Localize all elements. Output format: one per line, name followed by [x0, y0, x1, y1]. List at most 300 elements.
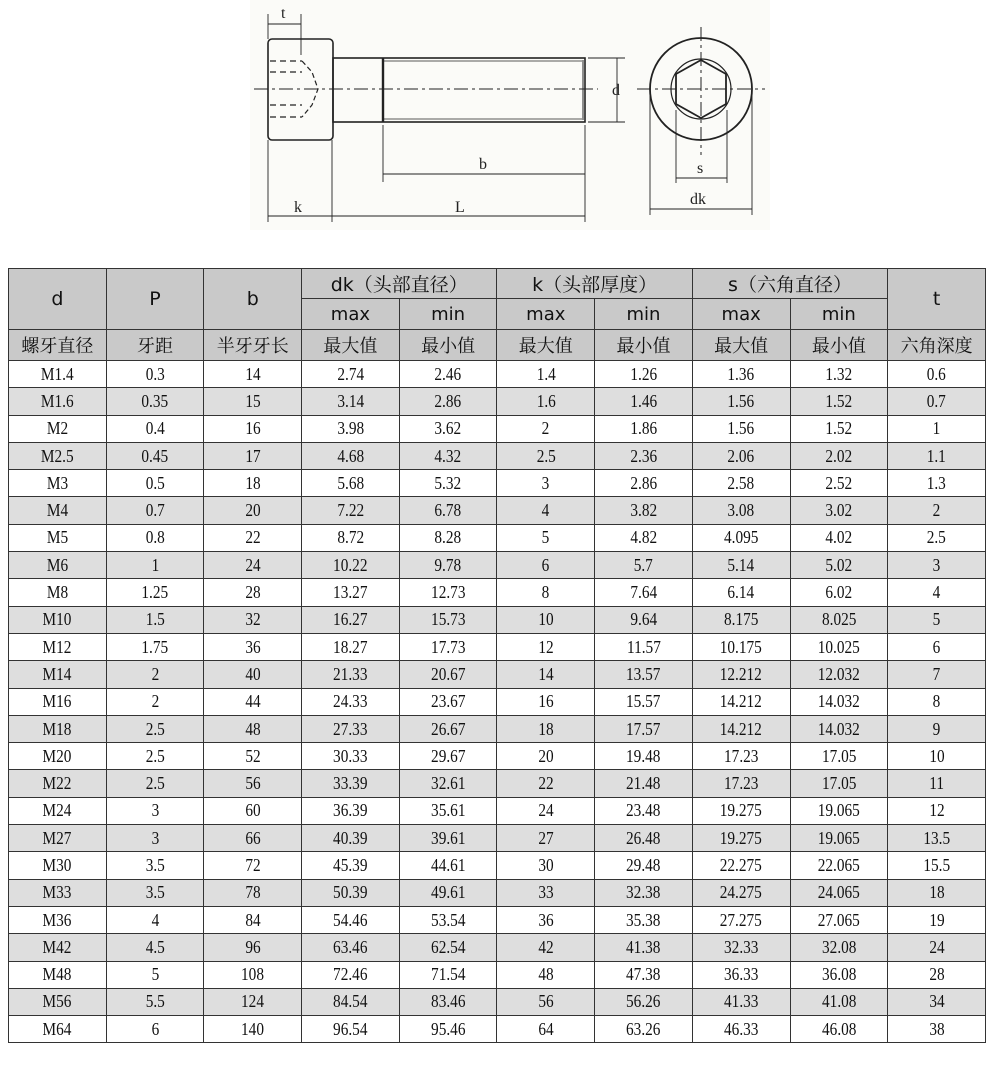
cell-value: 56 [245, 773, 261, 794]
header-chinese-label: 最大值 [302, 330, 400, 361]
cell-value: 8.72 [337, 527, 364, 548]
table-cell [9, 470, 107, 497]
table-cell [204, 606, 302, 633]
table-cell [497, 988, 595, 1015]
cell-value: 36.33 [723, 964, 759, 985]
table-cell [692, 797, 790, 824]
table-cell [888, 961, 986, 988]
table-cell [692, 442, 790, 469]
table-cell [9, 579, 107, 606]
table-cell [692, 906, 790, 933]
cell-value: M42 [42, 936, 72, 957]
cell-value: 11.57 [626, 636, 661, 657]
table-cell [692, 961, 790, 988]
cell-value: 18 [538, 718, 554, 739]
cell-value: 8.28 [434, 527, 462, 548]
table-cell [692, 825, 790, 852]
cell-value: 1.1 [927, 445, 947, 466]
table-cell [204, 415, 302, 442]
cell-value: 72.46 [333, 964, 368, 985]
cell-value: 56 [538, 991, 554, 1012]
cell-value: 56.26 [626, 991, 661, 1012]
cell-value: 4.82 [630, 527, 657, 548]
table-cell [106, 743, 204, 770]
cell-value: 35.38 [626, 909, 661, 930]
table-cell [9, 988, 107, 1015]
label-L: L [455, 199, 465, 216]
table-cell [106, 388, 204, 415]
cell-value: 14.032 [817, 691, 860, 712]
table-cell [790, 743, 888, 770]
table-cell [888, 470, 986, 497]
table-cell [790, 879, 888, 906]
table-cell [9, 1016, 107, 1043]
cell-value: 1.25 [141, 582, 169, 603]
table-cell [595, 906, 693, 933]
cell-value: 96 [245, 936, 261, 957]
cell-value: M36 [42, 909, 72, 930]
cell-value: 41.33 [723, 991, 759, 1012]
label-dk: dk [690, 191, 706, 208]
cell-value: M12 [42, 636, 72, 657]
cell-value: 63.26 [626, 1018, 661, 1039]
cell-value: 0.35 [141, 390, 169, 411]
table-cell [692, 470, 790, 497]
cell-value: M22 [42, 773, 72, 794]
cell-value: 17.23 [723, 773, 759, 794]
cell-value: 18 [928, 882, 945, 903]
cell-value: 36.39 [333, 800, 368, 821]
table-cell [595, 524, 693, 551]
cell-value: 34 [928, 991, 945, 1012]
table-cell [790, 1016, 888, 1043]
cell-value: 19.48 [626, 745, 661, 766]
table-row [9, 715, 986, 742]
table-cell [399, 988, 497, 1015]
cell-value: 11 [929, 773, 944, 794]
table-cell [790, 442, 888, 469]
cell-value: M20 [42, 745, 72, 766]
table-cell [790, 606, 888, 633]
cell-value: 38 [928, 1018, 945, 1039]
cell-value: 4.68 [337, 445, 364, 466]
table-cell [9, 661, 107, 688]
cell-value: 18.27 [333, 636, 368, 657]
table-cell [302, 442, 400, 469]
table-cell [497, 770, 595, 797]
table-cell [9, 442, 107, 469]
cell-value: 3 [151, 800, 159, 821]
table-cell [204, 552, 302, 579]
table-cell [497, 497, 595, 524]
table-cell [790, 825, 888, 852]
cell-value: 1.52 [825, 418, 853, 439]
cell-value: 1.75 [141, 636, 169, 657]
table-cell [790, 552, 888, 579]
table-body [9, 361, 986, 1043]
label-b: b [479, 156, 487, 173]
table-cell [204, 688, 302, 715]
table-cell [595, 1016, 693, 1043]
table-cell [497, 688, 595, 715]
table-cell [9, 415, 107, 442]
cell-value: 13.27 [333, 582, 368, 603]
table-cell [888, 715, 986, 742]
cell-value: 6 [151, 1018, 159, 1039]
table-row [9, 524, 986, 551]
table-row [9, 442, 986, 469]
cell-value: 4 [932, 582, 941, 603]
cell-value: 2.5 [145, 745, 165, 766]
cell-value: 4 [541, 500, 550, 521]
table-cell [302, 388, 400, 415]
cell-value: 1.3 [927, 472, 947, 493]
table-cell [106, 633, 204, 660]
table-cell [497, 961, 595, 988]
table-row [9, 552, 986, 579]
table-cell [692, 988, 790, 1015]
table-cell [595, 606, 693, 633]
cell-value: 22 [538, 773, 554, 794]
table-cell [106, 524, 204, 551]
table-cell [497, 415, 595, 442]
cell-value: 13.57 [626, 663, 661, 684]
table-cell [106, 688, 204, 715]
label-t: t [281, 5, 286, 22]
table-cell [302, 579, 400, 606]
table-cell [399, 415, 497, 442]
cell-value: 23.67 [430, 691, 466, 712]
cell-value: 2 [151, 691, 159, 712]
table-cell [790, 770, 888, 797]
cell-value: 4.5 [145, 936, 165, 957]
cell-value: M24 [42, 800, 72, 821]
cell-value: 66 [245, 827, 261, 848]
table-cell [888, 606, 986, 633]
cell-value: M8 [46, 582, 68, 603]
table-row [9, 415, 986, 442]
table-cell [692, 361, 790, 388]
table-cell [302, 361, 400, 388]
table-row [9, 470, 986, 497]
cell-value: 9 [932, 718, 941, 739]
table-row [9, 961, 986, 988]
header-chinese-label: 半牙牙长 [204, 330, 302, 361]
cell-value: 13.5 [923, 827, 950, 848]
table-cell [9, 606, 107, 633]
table-cell [692, 524, 790, 551]
cell-value: 48 [245, 718, 261, 739]
header-dk: dk（头部直径） [302, 269, 497, 299]
cell-value: 5.7 [633, 554, 654, 575]
table-cell [692, 743, 790, 770]
table-cell [204, 961, 302, 988]
table-row [9, 852, 986, 879]
cell-value: 45.39 [333, 854, 368, 875]
cell-value: 5.14 [727, 554, 755, 575]
table-cell [399, 388, 497, 415]
table-cell [790, 388, 888, 415]
table-cell [9, 497, 107, 524]
header-chinese-label: 牙距 [106, 330, 204, 361]
table-cell [399, 879, 497, 906]
table-row [9, 606, 986, 633]
cell-value: 2.06 [727, 445, 755, 466]
table-cell [497, 879, 595, 906]
table-cell [888, 442, 986, 469]
header-dk-min: min [399, 299, 497, 330]
cell-value: 12.73 [430, 582, 466, 603]
cell-value: M1.6 [40, 390, 74, 411]
table-cell [204, 1016, 302, 1043]
cell-value: 32.38 [626, 882, 661, 903]
cell-value: 1.32 [825, 363, 853, 384]
cell-value: M56 [42, 991, 72, 1012]
table-cell [790, 961, 888, 988]
table-cell [888, 415, 986, 442]
table-cell [595, 715, 693, 742]
cell-value: 19.275 [720, 827, 763, 848]
header-k-max: max [497, 299, 595, 330]
table-cell [497, 361, 595, 388]
cell-value: 21.48 [626, 773, 661, 794]
cell-value: M14 [42, 663, 72, 684]
table-cell [888, 988, 986, 1015]
cell-value: 24 [245, 554, 261, 575]
cell-value: 3.02 [825, 500, 853, 521]
table-cell [595, 743, 693, 770]
cell-value: 0.45 [141, 445, 169, 466]
cell-value: 32.33 [723, 936, 759, 957]
table-cell [888, 852, 986, 879]
table-cell [692, 934, 790, 961]
table-cell [399, 852, 497, 879]
table-cell [888, 361, 986, 388]
cell-value: 7.64 [630, 582, 657, 603]
table-row [9, 797, 986, 824]
table-cell [888, 825, 986, 852]
cell-value: 22 [245, 527, 261, 548]
cell-value: M3 [46, 472, 68, 493]
cell-value: 21.33 [333, 663, 368, 684]
table-cell [595, 770, 693, 797]
table-cell [399, 906, 497, 933]
cell-value: 35.61 [430, 800, 466, 821]
cell-value: 44 [245, 691, 261, 712]
table-cell [790, 470, 888, 497]
table-cell [106, 361, 204, 388]
table-cell [399, 470, 497, 497]
cell-value: 10.025 [817, 636, 860, 657]
table-cell [9, 361, 107, 388]
table-cell [106, 770, 204, 797]
cell-value: 27.275 [720, 909, 763, 930]
table-cell [595, 688, 693, 715]
table-row [9, 361, 986, 388]
label-s: s [697, 160, 704, 177]
table-cell [399, 715, 497, 742]
table-cell [692, 879, 790, 906]
cell-value: 9.64 [630, 609, 657, 630]
table-cell [497, 661, 595, 688]
cell-value: 12 [928, 800, 945, 821]
cell-value: 17.05 [821, 745, 857, 766]
cell-value: 40 [245, 663, 261, 684]
cell-value: 10 [928, 745, 945, 766]
table-cell [790, 415, 888, 442]
cell-value: 52 [245, 745, 261, 766]
cell-value: 3.5 [145, 854, 165, 875]
cell-value: 2.86 [434, 390, 462, 411]
table-cell [204, 988, 302, 1015]
table-cell [302, 906, 400, 933]
table-row [9, 388, 986, 415]
cell-value: 2.46 [434, 363, 462, 384]
cell-value: 12.032 [817, 663, 860, 684]
table-cell [790, 361, 888, 388]
cell-value: 2 [151, 663, 159, 684]
table-cell [9, 852, 107, 879]
cell-value: 53.54 [430, 909, 466, 930]
table-cell [692, 852, 790, 879]
cell-value: 5.68 [337, 472, 364, 493]
cell-value: M5 [46, 527, 68, 548]
table-cell [497, 906, 595, 933]
cell-value: 47.38 [626, 964, 661, 985]
table-cell [204, 770, 302, 797]
table-cell [204, 497, 302, 524]
table-cell [106, 497, 204, 524]
table-cell [106, 415, 204, 442]
cell-value: 29.48 [626, 854, 661, 875]
table-row [9, 579, 986, 606]
cell-value: 2.36 [630, 445, 657, 466]
header-d: d [9, 269, 107, 330]
table-cell [790, 579, 888, 606]
header-s: s（六角直径） [692, 269, 887, 299]
cell-value: 1.5 [145, 609, 165, 630]
cell-value: 42 [538, 936, 554, 957]
table-cell [888, 934, 986, 961]
table-cell [204, 934, 302, 961]
cell-value: 63.46 [333, 936, 368, 957]
cell-value: 2.74 [337, 363, 364, 384]
cell-value: 14 [538, 663, 554, 684]
table-cell [106, 961, 204, 988]
cell-value: 44.61 [430, 854, 466, 875]
cell-value: 32.61 [430, 773, 466, 794]
table-cell [790, 661, 888, 688]
table-cell [106, 1016, 204, 1043]
cell-value: M48 [42, 964, 72, 985]
table-cell [790, 906, 888, 933]
cell-value: 3.98 [337, 418, 364, 439]
table-cell [399, 934, 497, 961]
table-cell [888, 770, 986, 797]
cell-value: 17.57 [626, 718, 661, 739]
cell-value: M16 [42, 691, 72, 712]
cell-value: 10.22 [333, 554, 368, 575]
cell-value: 83.46 [430, 991, 466, 1012]
cell-value: 2 [541, 418, 550, 439]
cell-value: 0.4 [145, 418, 165, 439]
cell-value: 72 [245, 854, 261, 875]
table-cell [497, 388, 595, 415]
cell-value: 19 [928, 909, 945, 930]
cell-value: 27.33 [333, 718, 368, 739]
table-cell [9, 797, 107, 824]
table-cell [888, 661, 986, 688]
cell-value: 8.175 [723, 609, 759, 630]
table-cell [399, 688, 497, 715]
cell-value: 4 [151, 909, 159, 930]
cell-value: 54.46 [333, 909, 368, 930]
cell-value: 16 [538, 691, 554, 712]
table-cell [302, 852, 400, 879]
table-cell [790, 497, 888, 524]
table-cell [302, 879, 400, 906]
cell-value: 28 [245, 582, 261, 603]
cell-value: 22.065 [817, 854, 860, 875]
cell-value: 2.5 [145, 718, 165, 739]
table-cell [888, 524, 986, 551]
header-chinese-label: 螺牙直径 [9, 330, 107, 361]
header-chinese-label: 最大值 [692, 330, 790, 361]
cell-value: M30 [42, 854, 72, 875]
cell-value: 46.08 [821, 1018, 857, 1039]
cell-value: 3.62 [434, 418, 462, 439]
table-cell [302, 934, 400, 961]
cell-value: 2.02 [825, 445, 853, 466]
cell-value: 48 [538, 964, 554, 985]
table-cell [595, 879, 693, 906]
table-cell [497, 442, 595, 469]
cell-value: 7.22 [337, 500, 364, 521]
cell-value: 1.52 [825, 390, 853, 411]
table-cell [106, 579, 204, 606]
table-cell [9, 934, 107, 961]
table-cell [399, 1016, 497, 1043]
table-cell [692, 415, 790, 442]
table-cell [497, 606, 595, 633]
table-cell [302, 688, 400, 715]
cell-value: 16.27 [333, 609, 368, 630]
cell-value: 5.32 [434, 472, 462, 493]
cell-value: 4.32 [434, 445, 462, 466]
cell-value: 5 [932, 609, 941, 630]
table-cell [595, 661, 693, 688]
cell-value: 30.33 [333, 745, 368, 766]
socket-head-cap-screw-diagram [0, 0, 992, 240]
screw-dimension-table [8, 268, 986, 1043]
table-cell [302, 606, 400, 633]
cell-value: 140 [241, 1018, 265, 1039]
table-cell [204, 825, 302, 852]
table-cell [106, 852, 204, 879]
table-cell [302, 988, 400, 1015]
table-cell [497, 797, 595, 824]
table-cell [204, 743, 302, 770]
table-cell [204, 661, 302, 688]
cell-value: 1.46 [630, 390, 657, 411]
table-cell [9, 388, 107, 415]
table-cell [204, 906, 302, 933]
cell-value: 1.26 [630, 363, 657, 384]
table-cell [692, 497, 790, 524]
table-cell [497, 579, 595, 606]
cell-value: 124 [241, 991, 265, 1012]
table-cell [106, 552, 204, 579]
